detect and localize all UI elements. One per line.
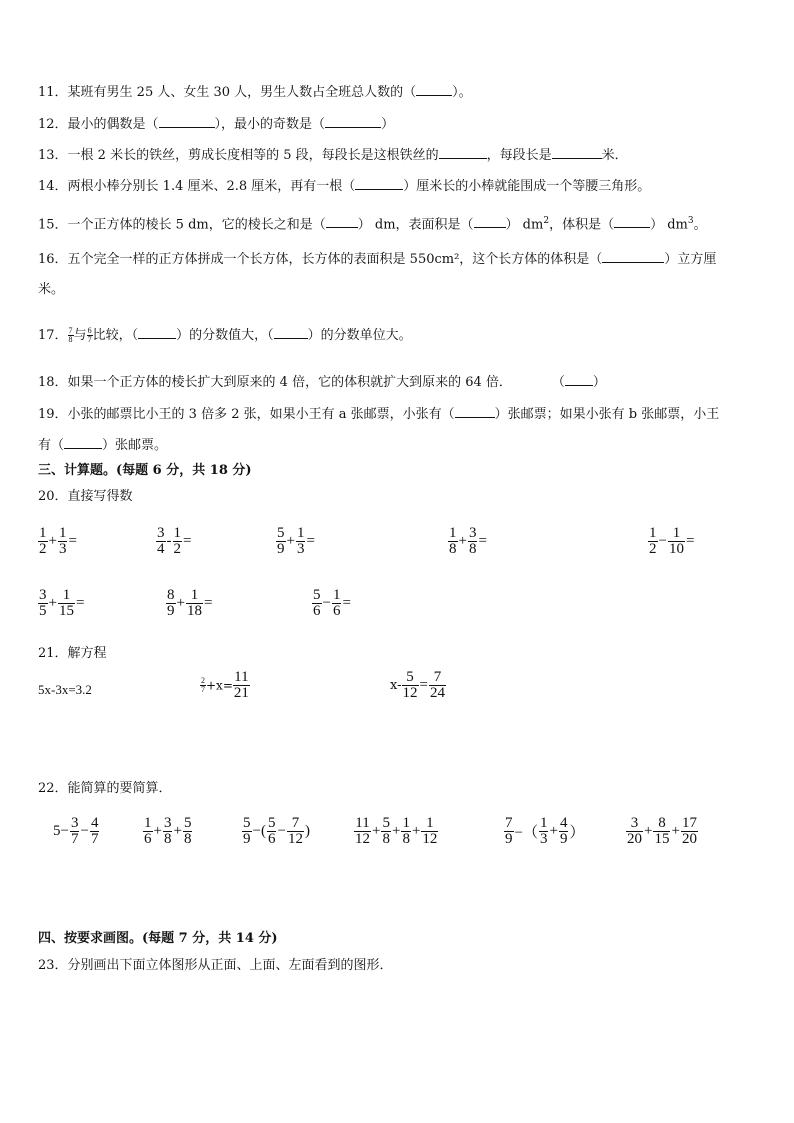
q21-equation-1: 5x-3x=3.2 (38, 682, 92, 697)
q21-equation-2: $\frac{2}{7}$ +x= $\frac{11}{21}$ (201, 669, 249, 701)
q22-expr-1: 5− $\frac{3}{7}$ − $\frac{4}{7}$ (53, 815, 99, 847)
section-4-heading: 四、按要求画图。(每题 7 分，共 14 分) (38, 931, 278, 946)
answer-blank[interactable] (474, 215, 506, 228)
q22-expr-5: $\frac{7}{9}$ −（ $\frac{1}{3}$ + $\frac{4}{9}$ ） (505, 815, 585, 847)
question-13: 13．一根 2 米长的铁丝，剪成长度相等的 5 段，每段长是这根铁丝的 ，每段长是 米． (38, 148, 628, 163)
answer-blank[interactable] (326, 215, 358, 228)
question-17: 17． $\frac{7}{8}$ 与 $\frac{6}{7}$ 比较，（ ）的分数值大，（ ）的分数单位大。 (38, 326, 412, 344)
q22-expr-3: $\frac{5}{9}$ −( $\frac{5}{6}$ − $\frac{7}{12}$ ) (243, 815, 310, 847)
answer-blank[interactable] (602, 250, 664, 263)
question-20: 20．直接写得数 (38, 489, 133, 504)
question-23: 23．分别画出下面立体图形从正面、上面、左面看到的图形． (38, 958, 393, 973)
q22-expr-6: $\frac{3}{20}$ + $\frac{8}{15}$ + $\frac{17}{20}$ (627, 815, 697, 847)
q20-expr-4: $\frac{1}{8}$ + $\frac{3}{8}$ = (449, 525, 487, 557)
answer-blank[interactable] (355, 177, 403, 190)
answer-blank[interactable] (455, 405, 495, 418)
question-12: 12．最小的偶数是（ ），最小的奇数是（ ） (38, 117, 395, 132)
question-22: 22．能简算的要简算． (38, 781, 172, 796)
answer-blank[interactable] (64, 436, 102, 449)
answer-blank[interactable] (439, 146, 487, 159)
answer-blank[interactable] (614, 215, 650, 228)
q20-expr-7: $\frac{8}{9}$ + $\frac{1}{18}$ = (167, 587, 213, 619)
answer-blank[interactable] (274, 326, 308, 339)
q20-expr-3: $\frac{5}{9}$ + $\frac{1}{3}$ = (277, 525, 315, 557)
question-11: 11．某班有男生 25 人、女生 30 人，男生人数占全班总人数的（ ）。 (38, 85, 472, 100)
question-15: 15．一个正方体的棱长 5 dm，它的棱长之和是（ ） dm，表面积是（ ） $dm^2$，体积是（ ） $dm^3$。 (38, 216, 707, 233)
q21-equation-3: x- $\frac{5}{12}$ = $\frac{7}{24}$ (390, 669, 445, 701)
q20-expr-6: $\frac{3}{5}$ + $\frac{1}{15}$ = (39, 587, 85, 619)
answer-blank[interactable] (325, 115, 381, 128)
answer-blank[interactable] (416, 83, 452, 96)
answer-blank[interactable] (565, 373, 593, 386)
question-19: 19．小张的邮票比小王的 3 倍多 2 张，如果小王有 a 张邮票，小张有（ ）张邮票；如果小张有 b 张邮票，小王 (38, 407, 720, 422)
question-18: 18．如果一个正方体的棱长扩大到原来的 4 倍，它的体积就扩大到原来的 64 倍． （ ） (38, 375, 606, 390)
section-3-heading: 三、计算题。(每题 6 分，共 18 分) (38, 463, 252, 478)
answer-blank[interactable] (159, 115, 215, 128)
question-14: 14．两根小棒分别长 1.4 厘米、2.8 厘米，再有一根（ ）厘米长的小棒就能围成一个等腰三角形。 (38, 179, 651, 194)
question-16-cont: 米。 (38, 282, 65, 297)
q20-expr-1: $\frac{1}{2}$ + $\frac{1}{3}$ = (39, 525, 77, 557)
q20-expr-8: $\frac{5}{6}$ − $\frac{1}{6}$ = (313, 587, 351, 619)
question-16: 16．五个完全一样的正方体拼成一个长方体，长方体的表面积是 550cm²，这个长方体的体积是（ ）立方厘 (38, 252, 717, 267)
q22-expr-4: $\frac{11}{12}$ + $\frac{5}{8}$ + $\frac{1}{8}$ + $\frac{1}{12}$ (355, 815, 438, 847)
question-19-cont: 有（ ）张邮票。 (38, 438, 168, 453)
fraction: $\frac{7}{8}$ (68, 326, 73, 344)
answer-blank[interactable] (138, 326, 176, 339)
fraction: $\frac{6}{7}$ (87, 326, 92, 344)
q20-expr-5: $\frac{1}{2}$ − $\frac{1}{10}$ = (649, 525, 695, 557)
answer-blank[interactable] (552, 146, 602, 159)
question-21: 21．解方程 (38, 646, 107, 661)
q22-expr-2: $\frac{1}{6}$ + $\frac{3}{8}$ + $\frac{5}{8}$ (144, 815, 192, 847)
q20-expr-2: $\frac{3}{4}$ - $\frac{1}{2}$ = (157, 525, 192, 557)
